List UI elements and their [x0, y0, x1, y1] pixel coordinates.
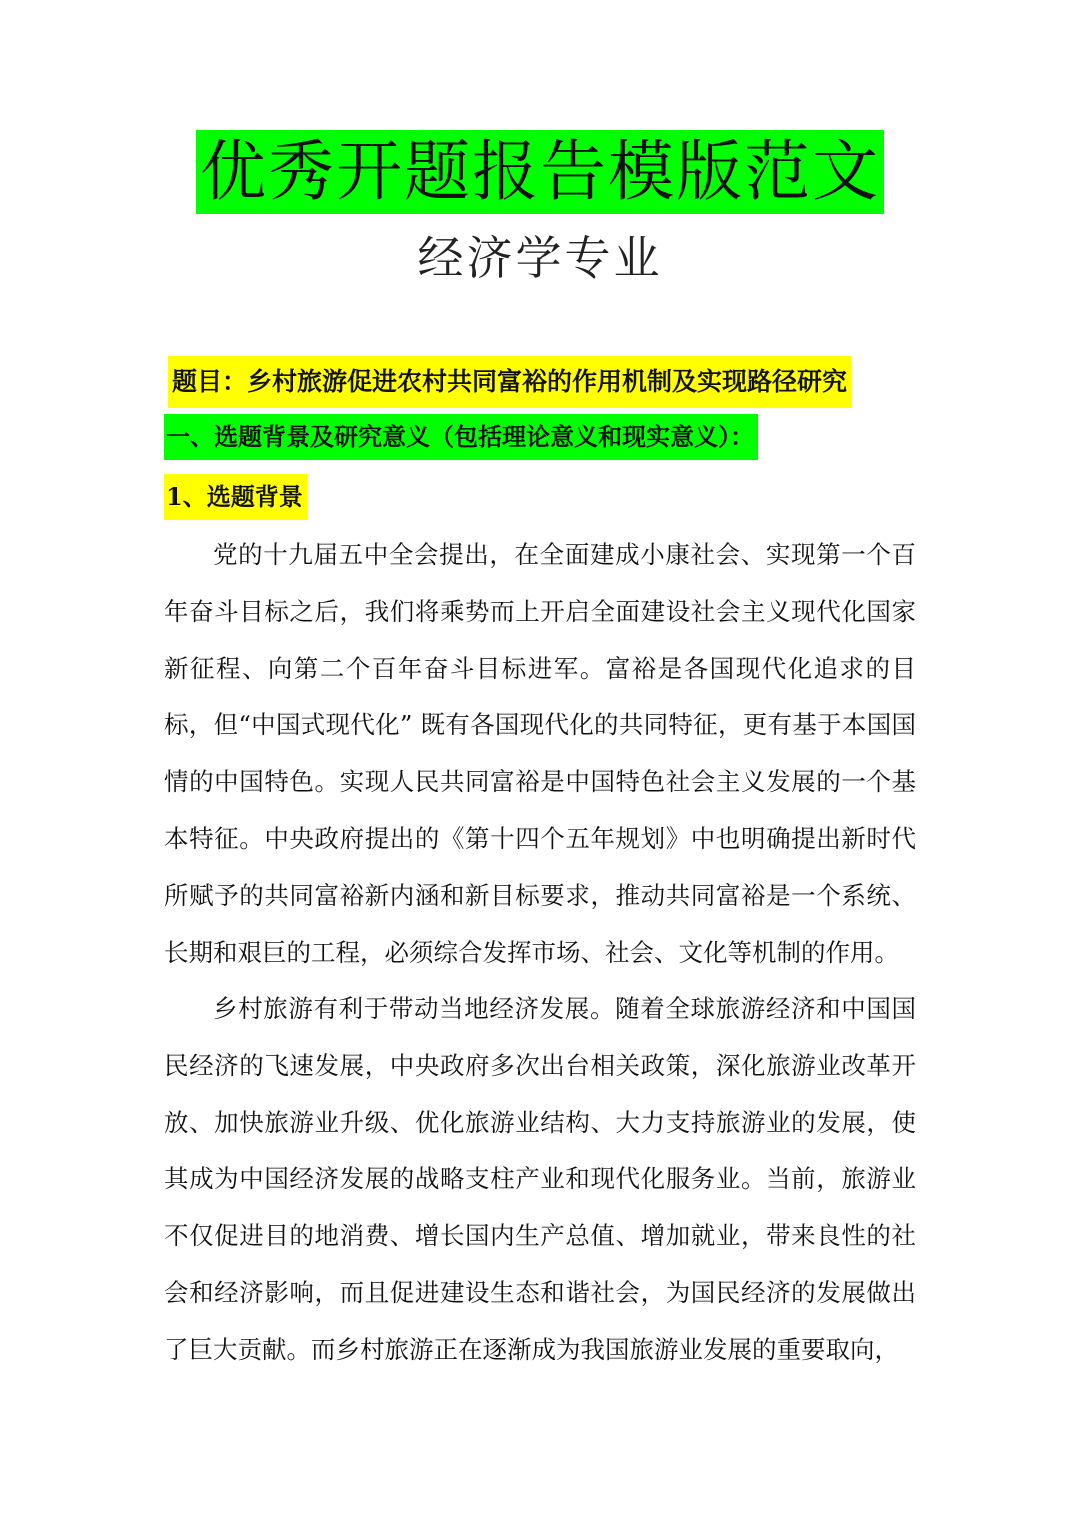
- main-title-container: [0, 130, 1080, 214]
- topic-heading: 题目：乡村旅游促进农村共同富裕的作用机制及实现路径研究: [168, 356, 851, 408]
- main-title: 优秀开题报告模版范文: [196, 130, 884, 214]
- subtitle: 经济学专业: [417, 231, 663, 285]
- sub-heading: 1、选题背景: [164, 474, 307, 520]
- section-heading: 一、选题背景及研究意义（包括理论意义和现实意义）：: [164, 414, 758, 460]
- paragraph-1: 党的十九届五中全会提出，在全面建成小康社会、实现第一个百年奋斗目标之后，我们将乘势而上开启全面建设社会主义现代化国家新征程、向第二个百年奋斗目标进军。富裕是各国现代化追求的目标，但“中国式现代化” 既有各国现代化的共同特征，更有基于本国国情的中国特色。实现人民共同富裕是中国特色社会主义发展的一个基本特征。中央政府提出的《第十四个五年规划》中也明确提出新时代所赋予的共同富裕新内涵和新目标要求，推动共同富裕是一个系统、长期和艰巨的工程，必须综合发挥市场、社会、文化等机制的作用。: [164, 540, 916, 967]
- paragraph-2: 乡村旅游有利于带动当地经济发展。随着全球旅游经济和中国国民经济的飞速发展，中央政府多次出台相关政策，深化旅游业改革开放、加快旅游业升级、优化旅游业结构、大力支持旅游业的发展，使其成为中国经济发展的战略支柱产业和现代化服务业。当前，旅游业不仅促进目的地消费、增长国内生产总值、增加就业，带来良性的社会和经济影响，而且促进建设生态和谐社会，为国民经济的发展做出了巨大贡献。而乡村旅游正在逐渐成为我国旅游业发展的重要取向，: [164, 994, 916, 1364]
